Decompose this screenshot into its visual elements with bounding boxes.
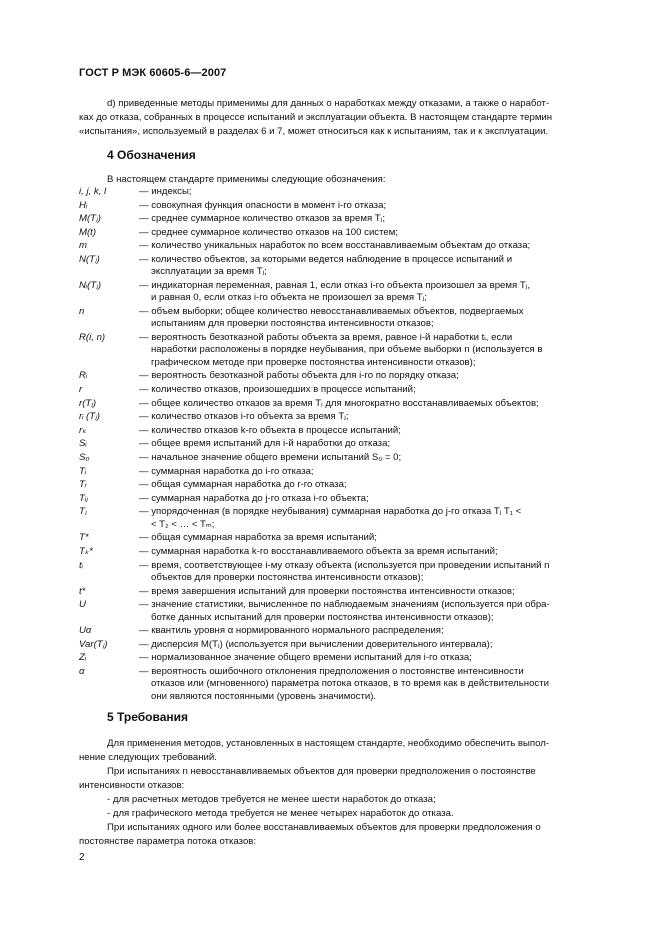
page-number: 2 xyxy=(79,852,85,863)
symbol-definition xyxy=(139,546,614,558)
symbol: N(Tⱼ) xyxy=(79,254,100,265)
req-line: - для расчетных методов требуется не менее шести наработок до отказа; xyxy=(107,794,436,805)
definition-line: — объем выборки; общее количество невосстанавливаемых объектов, подвергаемых xyxy=(139,306,524,317)
req-line: - для графического метода требуется не менее четырех наработок до отказа. xyxy=(107,808,454,819)
symbol: Hᵢ xyxy=(79,199,88,211)
definition-line: отказов или (мгновенного) параметра потока отказов, в то время как в действительности xyxy=(151,678,549,690)
definition-line: — квантиль уровня α нормированного нормального распределения; xyxy=(139,625,444,637)
req-line: При испытаниях n невосстанавливаемых объектов для проверки предположения о постоянстве xyxy=(107,766,536,777)
symbol: S₀ xyxy=(79,452,90,463)
definition-line: — нормализованное значение общего времени испытаний для i-го отказа; xyxy=(139,652,472,664)
symbol-definition xyxy=(139,227,614,239)
symbol: Uα xyxy=(79,625,92,637)
definition-line: — дисперсия M(Tⱼ) (используется при вычислении доверительного интервала); xyxy=(139,638,493,650)
definition-line: — общая суммарная наработка за время испытаний; xyxy=(139,532,377,544)
definition-line: — суммарная наработка k-го восстанавливаемого объекта за время испытаний; xyxy=(139,546,498,557)
symbol: T* xyxy=(79,532,89,544)
definition-line: < T₂ < … < Tₘ; xyxy=(151,518,215,530)
symbol: Nᵢ(Tⱼ) xyxy=(79,280,102,291)
symbol-definition xyxy=(139,438,614,450)
definition-line: и равная 0, если отказ i-го объекта не произошел за время Tⱼ; xyxy=(151,292,427,304)
symbol-definition xyxy=(139,493,614,505)
definition-line: — упорядоченная (в порядке неубывания) суммарная наработка до j-го отказа Tⱼ T₁ < xyxy=(139,506,522,518)
symbol-definition xyxy=(139,506,614,531)
req-line: постоянстве параметра потока отказов: xyxy=(79,836,257,847)
definition-line: испытаниям для проверки постоянства интенсивности отказов; xyxy=(151,318,434,330)
symbol-definition xyxy=(139,532,614,544)
definition-line: — совокупная функция опасности в момент i-го отказа; xyxy=(139,199,387,211)
symbol: Tₖ* xyxy=(79,546,93,557)
symbol: r xyxy=(79,384,83,395)
definition-line: — начальное значение общего времени испытаний S₀ = 0; xyxy=(139,452,402,463)
symbol: m xyxy=(79,240,87,252)
definition-line: ботке данных испытаний для проверки постоянства интенсивности отказов); xyxy=(151,611,494,623)
definition-line: — среднее суммарное количество отказов за время Tⱼ; xyxy=(139,213,386,225)
intro-line: d) приведенные методы применимы для данных о наработках между отказами, а также о наработ- xyxy=(107,98,550,109)
definition-line: — вероятность безотказной работы объекта за время, равное i-й наработки tᵢ, если xyxy=(139,332,513,343)
definition-line: — общее время испытаний для i-й наработки до отказа; xyxy=(139,438,391,450)
symbol-definition xyxy=(139,332,614,369)
symbol: n xyxy=(79,306,85,317)
req-line: интенсивности отказов: xyxy=(79,780,185,791)
symbol: Tᵢⱼ xyxy=(79,492,88,504)
symbol-list xyxy=(79,186,614,706)
symbol: M(t) xyxy=(79,226,97,238)
symbol-definition xyxy=(139,411,614,423)
symbol-definition xyxy=(139,639,614,651)
symbol: U xyxy=(79,599,86,611)
section-4-title: 4 Обозначения xyxy=(107,148,196,162)
symbol: Zᵢ xyxy=(79,652,87,664)
symbol-definition xyxy=(139,200,614,212)
symbol-definition xyxy=(139,599,614,624)
symbol: r(Tⱼ) xyxy=(79,397,97,409)
symbol-definition xyxy=(139,666,614,703)
symbol-definition xyxy=(139,240,614,252)
definition-line: графическом методе при проверке постоянства интенсивности отказов); xyxy=(151,356,476,368)
req-line: При испытаниях одного или более восстанавливаемых объектов для проверки предположения о xyxy=(107,822,541,833)
symbol: t* xyxy=(79,585,86,597)
definition-line: — время завершения испытаний для проверки постоянства интенсивности отказов; xyxy=(139,585,515,597)
definition-line: — время, соответствующее i-му отказу объекта (используется при проведении испытаний n xyxy=(139,559,550,571)
symbol-definition xyxy=(139,384,614,396)
definition-line: — индексы; xyxy=(139,186,192,197)
symbol-definition xyxy=(139,306,614,331)
definition-line: объектов для проверки постоянства интенсивности отказов); xyxy=(151,572,424,583)
definition-line: — вероятность ошибочного отклонения предположения о постоянстве интенсивности xyxy=(139,666,524,677)
definition-line: — вероятность безотказной работы объекта для i-го по порядку отказа; xyxy=(139,370,459,382)
symbol: Rᵢ xyxy=(79,370,88,382)
intro-line: «испытания», используемый в разделах 6 и 7, может относиться как к испытаниям, так и к эксплуатации. xyxy=(79,126,549,137)
intro-paragraph xyxy=(79,97,614,139)
definition-line: — суммарная наработка до j-го отказа i-го объекта; xyxy=(139,492,369,504)
symbol: rᵢ (Tⱼ) xyxy=(79,411,100,423)
symbol-definition xyxy=(139,280,614,305)
symbol-definition xyxy=(139,560,614,585)
definition-line: эксплуатации за время Tⱼ; xyxy=(151,266,267,278)
definition-line: — количество уникальных наработок по всем восстанавливаемым объектам до отказа; xyxy=(139,240,531,252)
symbol: Tᵢ xyxy=(79,465,87,477)
section-4-lead: В настоящем стандарте применимы следующие обозначения: xyxy=(107,174,386,185)
definition-line: — суммарная наработка до i-го отказа; xyxy=(139,465,314,477)
definition-line: наработки расположены в порядке неубывания, при объеме выборки n (используется в xyxy=(151,344,543,356)
req-line: нение следующих требований. xyxy=(79,752,217,763)
symbol: Sᵢ xyxy=(79,438,87,450)
symbol: rₖ xyxy=(79,424,87,436)
symbol-definition xyxy=(139,370,614,382)
symbol-definition xyxy=(139,254,614,279)
definition-line: — индикаторная переменная, равная 1, если отказ i-го объекта произошел за время Tⱼ, xyxy=(139,280,531,291)
definition-line: — общее количество отказов за время Tᵢ для многократно восстанавливаемых объектов; xyxy=(139,397,539,409)
symbol-definition xyxy=(139,452,614,464)
definition-line: — общая суммарная наработка до r-го отказа; xyxy=(139,479,347,491)
definition-line: — количество отказов k-го объекта в процессе испытаний; xyxy=(139,424,401,436)
symbol-definition xyxy=(139,479,614,491)
symbol-definition xyxy=(139,213,614,225)
definition-line: — среднее суммарное количество отказов на 100 систем; xyxy=(139,226,398,238)
symbol: M(Tⱼ) xyxy=(79,213,101,225)
symbol-definition xyxy=(139,586,614,598)
symbol: tᵢ xyxy=(79,559,83,571)
section-5-title: 5 Требования xyxy=(107,710,188,724)
symbol-definition xyxy=(139,625,614,637)
definition-line: они являются постоянными (уровень значимости). xyxy=(151,690,377,702)
definition-line: — значение статистики, вычисленное по наблюдаемым значениям (используется при обра- xyxy=(139,599,550,611)
definition-line: — количество отказов i-го объекта за время Tⱼ; xyxy=(139,411,349,423)
symbol: Var(Tⱼ) xyxy=(79,638,108,650)
symbol-definition xyxy=(139,186,614,198)
symbol-definition xyxy=(139,398,614,410)
definition-line: — количество объектов, за которыми ведется наблюдение в процессе испытаний и xyxy=(139,254,513,265)
symbol-definition xyxy=(139,425,614,437)
symbol-definition xyxy=(139,466,614,478)
intro-line: ках до отказа, собранных в процессе испытаний и эксплуатации объекта. В настоящем стандарте термин xyxy=(79,112,553,123)
symbol: R(i, n) xyxy=(79,332,106,343)
document-header: ГОСТ Р МЭК 60605-6—2007 xyxy=(79,67,227,79)
symbol: Tᵣ xyxy=(79,479,87,491)
symbol-definition xyxy=(139,652,614,664)
symbol: α xyxy=(79,666,85,677)
req-line: Для применения методов, установленных в настоящем стандарте, необходимо обеспечить выпол- xyxy=(107,738,550,749)
symbol: Tⱼ xyxy=(79,506,87,518)
definition-line: — количество отказов, произошедших в процессе испытаний; xyxy=(139,384,416,395)
symbol: i, j, k, l xyxy=(79,186,107,197)
section-5-body xyxy=(79,737,614,849)
